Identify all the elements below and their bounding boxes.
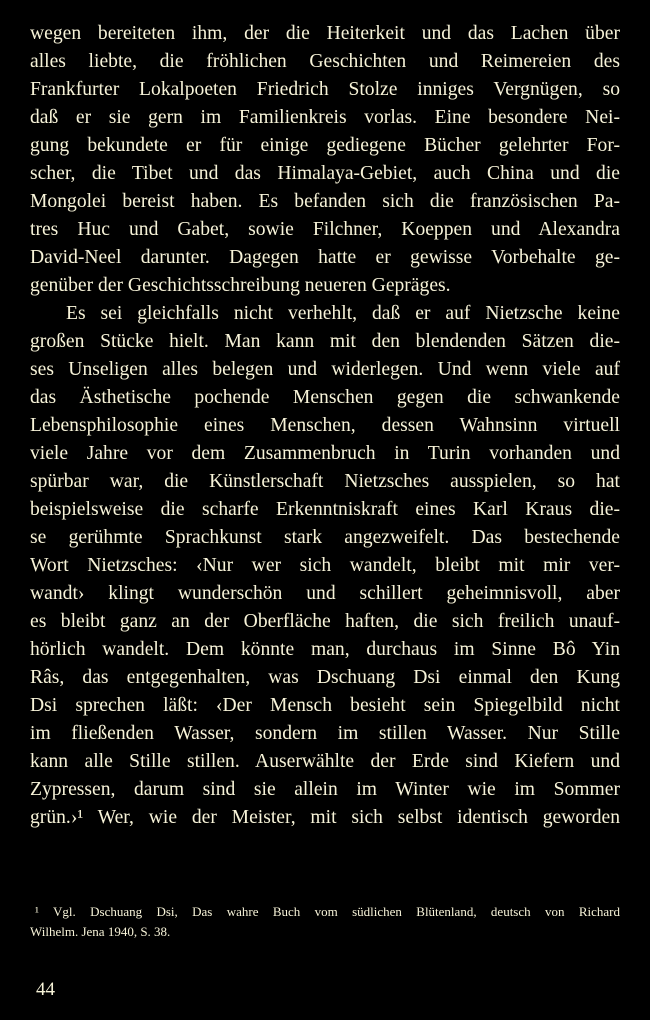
text-line: genüber der Geschichtsschreibung neueren Gepräges. xyxy=(30,275,451,296)
text-line: Zypressen, darum sind sie allein im Winter wie im Sommer xyxy=(30,779,620,800)
text-line: Râs, das entgegenhalten, was Dschuang Dsi einmal den Kung xyxy=(30,667,620,688)
text-line: Wort Nietzsches: ‹Nur wer sich wandelt, bleibt mit mir ver- xyxy=(30,555,620,576)
page-body xyxy=(30,20,620,832)
text-line: gung bekundete er für einige gediegene Bücher gelehrter For- xyxy=(30,135,620,156)
text-line: es bleibt ganz an der Oberfläche haften, die sich freilich unauf- xyxy=(30,611,620,632)
text-line: im fließenden Wasser, sondern im stillen Wasser. Nur Stille xyxy=(30,723,620,744)
text-line: Lebensphilosophie eines Menschen, dessen Wahnsinn virtuell xyxy=(30,415,620,436)
text-line: scher, die Tibet und das Himalaya-Gebiet, auch China und die xyxy=(30,163,620,184)
text-line: se gerühmte Sprachkunst stark angezweifelt. Das bestechende xyxy=(30,527,620,548)
text-line: daß er sie gern im Familienkreis vorlas. Eine besondere Nei- xyxy=(30,107,620,128)
text-line: David-Neel darunter. Dagegen hatte er gewisse Vorbehalte ge- xyxy=(30,247,620,268)
text-line: Mongolei bereist haben. Es befanden sich die französischen Pa- xyxy=(30,191,620,212)
text-line: großen Stücke hielt. Man kann mit den blendenden Sätzen die- xyxy=(30,331,620,352)
footnote-line: ¹ Vgl. Dschuang Dsi, Das wahre Buch vom südlichen Blütenland, deutsch von Richard xyxy=(35,904,620,919)
text-line: Es sei gleichfalls nicht verhehlt, daß er auf Nietzsche keine xyxy=(66,303,620,324)
footnote-line: Wilhelm. Jena 1940, S. 38. xyxy=(30,924,171,939)
text-line: Frankfurter Lokalpoeten Friedrich Stolze inniges Vergnügen, so xyxy=(30,79,620,100)
footnotes xyxy=(30,902,620,942)
text-line: Dsi sprechen läßt: ‹Der Mensch besieht sein Spiegelbild nicht xyxy=(30,695,620,716)
text-line: grün.›¹ Wer, wie der Meister, mit sich selbst identisch geworden xyxy=(30,807,620,828)
text-line: kann alle Stille stillen. Auserwählte der Erde sind Kiefern und xyxy=(30,751,620,772)
text-line: wandt› klingt wunderschön und schillert geheimnisvoll, aber xyxy=(30,583,620,604)
text-line: ses Unseligen alles belegen und widerlegen. Und wenn viele auf xyxy=(30,359,620,380)
text-line: beispielsweise die scharfe Erkenntniskraft eines Karl Kraus die- xyxy=(30,499,620,520)
text-line: wegen bereiteten ihm, der die Heiterkeit und das Lachen über xyxy=(30,23,620,44)
text-line: tres Huc und Gabet, sowie Filchner, Koeppen und Alexandra xyxy=(30,219,620,240)
text-line: das Ästhetische pochende Menschen gegen die schwankende xyxy=(30,387,620,408)
text-line: hörlich wandelt. Dem könnte man, durchaus im Sinne Bô Yin xyxy=(30,639,620,660)
text-line: spürbar war, die Künstlerschaft Nietzsches ausspielen, so hat xyxy=(30,471,620,492)
text-line: viele Jahre vor dem Zusammenbruch in Turin vorhanden und xyxy=(30,443,620,464)
text-line: alles liebte, die fröhlichen Geschichten und Reimereien des xyxy=(30,51,620,72)
page-number: 44 xyxy=(36,979,55,1000)
